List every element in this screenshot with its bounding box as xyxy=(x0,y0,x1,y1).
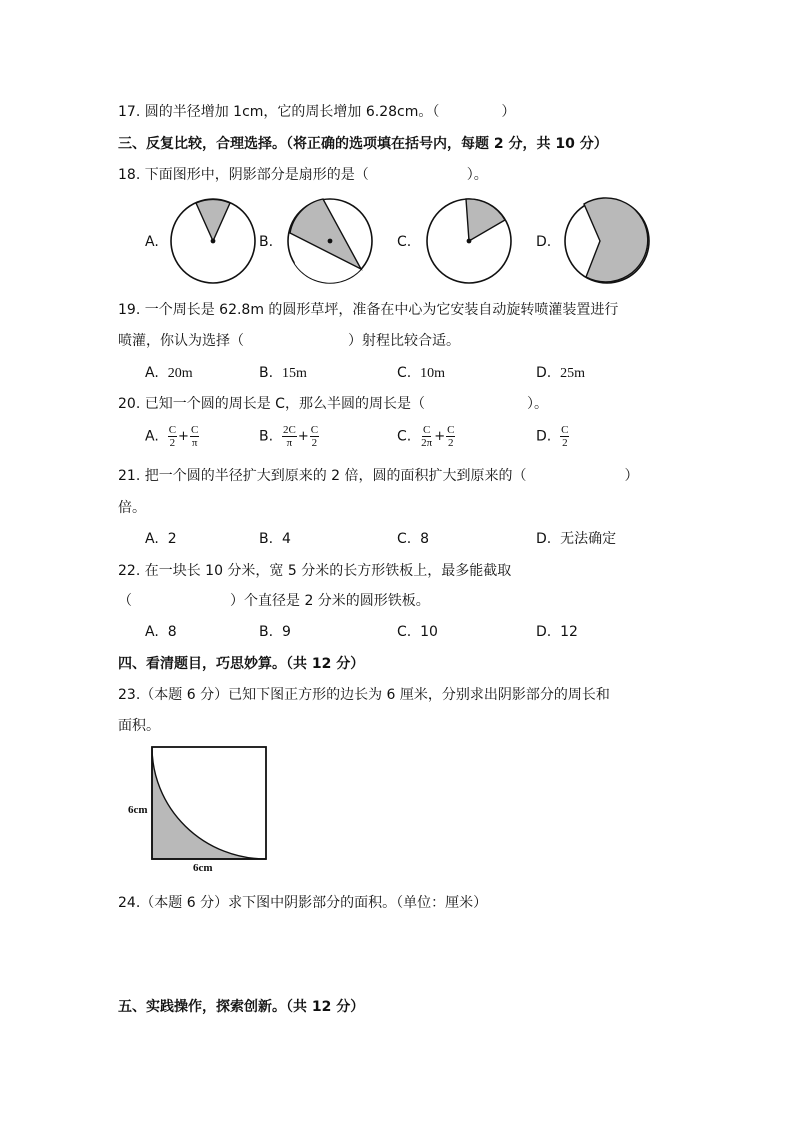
figure-23-bottom-label: 6cm xyxy=(193,862,213,874)
q22-option-b-value: 9 xyxy=(281,624,291,640)
figure-b-center-dot xyxy=(328,239,333,244)
q22-text-a: （ xyxy=(118,593,132,609)
q21-option-a-value: 2 xyxy=(167,531,177,547)
q20-text: 20. 已知一个圆的周长是 C，那么半圆的周长是（ xyxy=(118,396,425,412)
q19-option-d-label: D. xyxy=(536,365,552,381)
fraction-numerator: C xyxy=(447,424,455,436)
q19-option-b-value: 15m xyxy=(281,366,307,381)
q21-option-a-label: A. xyxy=(145,531,159,547)
q19-option-d-value: 25m xyxy=(560,366,586,381)
figure-c xyxy=(424,197,514,287)
figure-a xyxy=(168,197,258,287)
q18-close: ）。 xyxy=(466,167,488,183)
q22-option-c-label: C. xyxy=(397,624,412,640)
q21-option-c-label: C. xyxy=(397,531,412,547)
q22-option-a xyxy=(145,623,177,641)
q19-option-a-value: 20m xyxy=(167,366,193,381)
q22-option-b xyxy=(259,623,291,641)
q22-option-a-label: A. xyxy=(145,624,159,640)
plus-sign: + xyxy=(178,428,189,444)
fraction-denominator: 2 xyxy=(448,437,454,449)
section-4-title: 四、看清题目，巧思妙算。（共 12 分） xyxy=(118,656,365,672)
fraction-denominator: π xyxy=(286,437,293,449)
q20-d-fraction-1 xyxy=(560,424,569,449)
q20-b-fraction-1 xyxy=(282,424,297,449)
q19-option-c-label: C. xyxy=(397,365,412,381)
question-21 xyxy=(118,467,639,485)
q18-option-d: D. xyxy=(536,234,552,250)
question-17 xyxy=(118,103,515,121)
q19-text-a: 喷灌，你认为选择（ xyxy=(118,333,244,349)
figure-d xyxy=(562,197,652,287)
q19-text-b: ）射程比较合适。 xyxy=(348,333,460,349)
q20-option-b xyxy=(259,424,319,449)
q20-option-c-label: C. xyxy=(397,428,412,445)
q21-option-a xyxy=(145,530,177,548)
q19-option-a xyxy=(145,364,193,383)
q22-text-b: ）个直径是 2 分米的圆形铁板。 xyxy=(230,593,430,609)
fraction-denominator: 2 xyxy=(169,437,176,449)
q18-option-b: B. xyxy=(259,234,274,250)
q22-option-c xyxy=(397,623,438,641)
q20-a-fraction-2 xyxy=(190,424,199,449)
figure-b xyxy=(285,197,375,287)
q22-option-c-value: 10 xyxy=(420,624,438,640)
question-24: 24.（本题 6 分）求下图中阴影部分的面积。（单位：厘米） xyxy=(118,895,488,911)
q18-option-c: C. xyxy=(397,234,412,250)
fraction-numerator: C xyxy=(423,424,431,436)
q22-option-d-label: D. xyxy=(536,624,552,640)
fraction-denominator: 2π xyxy=(421,437,433,449)
question-19-line-2 xyxy=(118,332,460,350)
q19-option-a-label: A. xyxy=(145,365,159,381)
q20-b-fraction-2 xyxy=(310,424,319,449)
q21-option-b-value: 4 xyxy=(281,531,291,547)
question-19-line-1: 19. 一个周长是 62.8m 的圆形草坪，准备在中心为它安装自动旋转喷灌装置进行 xyxy=(118,302,619,318)
question-23-line-2: 面积。 xyxy=(118,718,160,734)
fraction-denominator: 2 xyxy=(311,437,318,449)
fraction-denominator: 2 xyxy=(562,437,568,449)
q19-option-c xyxy=(397,364,445,383)
plus-sign: + xyxy=(297,428,309,444)
question-22-line-1: 22. 在一块长 10 分米，宽 5 分米的长方形铁板上，最多能截取 xyxy=(118,563,512,579)
q19-option-d xyxy=(536,364,585,383)
figure-c-center-dot xyxy=(467,239,472,244)
q20-a-fraction-1 xyxy=(168,424,177,449)
q20-option-d-label: D. xyxy=(536,428,552,445)
q21-option-b xyxy=(259,530,291,548)
q18-text: 18. 下面图形中，阴影部分是扇形的是（ xyxy=(118,167,369,183)
fraction-numerator: C xyxy=(168,424,177,436)
q17-close: ） xyxy=(501,104,516,120)
fraction-numerator: C xyxy=(310,424,319,436)
question-18 xyxy=(118,166,488,184)
q21-option-d-value: 无法确定 xyxy=(560,531,617,547)
q20-option-b-label: B. xyxy=(259,428,274,445)
q20-close: ）。 xyxy=(526,396,548,412)
q19-option-b xyxy=(259,364,307,383)
q19-option-c-value: 10m xyxy=(420,366,446,381)
q21-option-c-value: 8 xyxy=(420,531,430,547)
figure-23-side-label: 6cm xyxy=(128,804,148,816)
q18-option-a: A. xyxy=(145,234,159,250)
fraction-denominator: π xyxy=(191,437,198,449)
q20-option-a-label: A. xyxy=(145,428,159,445)
q21-option-d xyxy=(536,530,616,548)
q20-option-a xyxy=(145,424,199,449)
question-21-line-2: 倍。 xyxy=(118,500,146,516)
section-3-title: 三、反复比较，合理选择。（将正确的选项填在括号内，每题 2 分，共 10 分） xyxy=(118,136,608,152)
figure-23-square xyxy=(151,746,269,860)
q20-c-fraction-1 xyxy=(420,424,433,449)
q21-close: ） xyxy=(624,468,639,484)
question-20 xyxy=(118,395,548,413)
fraction-numerator: C xyxy=(561,424,569,436)
section-5-title: 五、实践操作，探索创新。（共 12 分） xyxy=(118,999,365,1015)
q17-text: 17. 圆的半径增加 1cm，它的周长增加 6.28cm。（ xyxy=(118,104,440,120)
question-23-line-1: 23.（本题 6 分）已知下图正方形的边长为 6 厘米，分别求出阴影部分的周长和 xyxy=(118,687,610,703)
q21-option-d-label: D. xyxy=(536,531,552,547)
q21-option-b-label: B. xyxy=(259,531,274,547)
plus-sign: + xyxy=(434,428,446,444)
q22-option-d xyxy=(536,623,578,641)
q19-option-b-label: B. xyxy=(259,365,274,381)
q22-option-a-value: 8 xyxy=(167,624,177,640)
q21-option-c xyxy=(397,530,429,548)
question-22-line-2 xyxy=(118,592,430,610)
fraction-numerator: C xyxy=(190,424,199,436)
q21-text: 21. 把一个圆的半径扩大到原来的 2 倍，圆的面积扩大到原来的（ xyxy=(118,468,527,484)
q22-option-d-value: 12 xyxy=(560,624,578,640)
q20-option-d xyxy=(536,424,569,449)
figure-23-shaded-region xyxy=(152,747,266,859)
q22-option-b-label: B. xyxy=(259,624,274,640)
q20-option-c xyxy=(397,424,455,449)
figure-a-center-dot xyxy=(211,239,216,244)
fraction-numerator: 2C xyxy=(282,424,296,436)
q20-c-fraction-2 xyxy=(446,424,455,449)
